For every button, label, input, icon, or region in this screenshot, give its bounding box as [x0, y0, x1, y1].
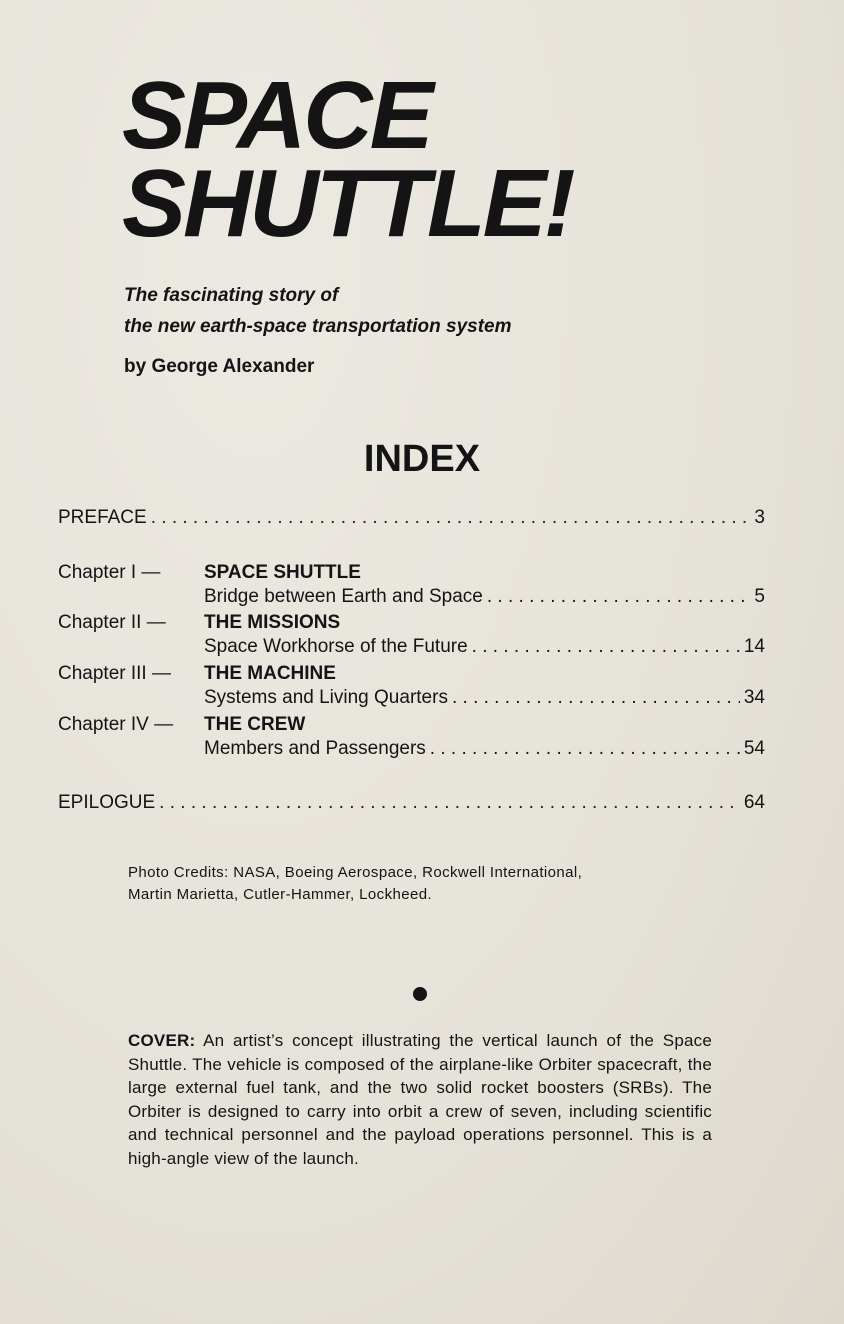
chapter-2-subtitle: Space Workhorse of the Future — [204, 636, 468, 657]
chapter-1-page: 5 — [754, 586, 765, 607]
dot-leader — [151, 507, 751, 529]
book-subtitle — [124, 280, 512, 342]
dot-leader — [487, 586, 751, 608]
photo-credits-line-2: Martin Marietta, Cutler-Hammer, Lockheed. — [128, 886, 432, 903]
subtitle-line-2: the new earth-space transportation system — [124, 316, 512, 337]
chapter-3-entry — [204, 687, 765, 709]
chapter-4-entry — [204, 738, 765, 760]
chapter-3-name: THE MACHINE — [204, 663, 336, 684]
photo-credits-line-1: Photo Credits: NASA, Boeing Aerospace, Rockwell International, — [128, 864, 583, 881]
dot-leader — [159, 792, 740, 814]
chapter-3-page: 34 — [743, 687, 765, 708]
author-byline: by George Alexander — [124, 356, 315, 377]
chapter-4-subtitle: Members and Passengers — [204, 738, 426, 759]
chapter-4-page: 54 — [743, 738, 765, 759]
chapter-3-label: Chapter III — — [58, 663, 171, 684]
chapter-1-label: Chapter I — — [58, 562, 161, 583]
dot-leader — [472, 636, 740, 658]
chapter-2-label: Chapter II — — [58, 612, 166, 633]
dot-leader — [430, 738, 740, 760]
photo-credits — [128, 862, 708, 906]
chapter-3-subtitle: Systems and Living Quarters — [204, 687, 448, 708]
toc-page-number: 64 — [743, 792, 765, 813]
book-title — [122, 62, 573, 257]
toc-entry-label: EPILOGUE — [58, 792, 156, 813]
chapter-1-subtitle: Bridge between Earth and Space — [204, 586, 483, 607]
chapter-4-name: THE CREW — [204, 714, 306, 735]
subtitle-line-1: The fascinating story of — [124, 285, 339, 306]
chapter-2-name: THE MISSIONS — [204, 612, 341, 633]
cover-text: An artist’s concept illustrating the vertical launch of the Space Shuttle. The vehicle is composed of the airplane-like Orbiter spacecraft, the large external fuel tank, and the two solid rocket boosters (SRBs). The Orbiter is designed to carry into orbit a crew of seven, including scientific and technical personnel and the payload operations personnel. This is a high-angle view of the launch. — [128, 1031, 712, 1168]
chapter-1-name: SPACE SHUTTLE — [204, 562, 361, 583]
toc-entry-label: PREFACE — [58, 507, 147, 528]
index-heading: INDEX — [363, 438, 481, 480]
book-title-line-2: SHUTTLE! — [122, 150, 573, 257]
chapter-2-entry — [204, 636, 765, 658]
dot-leader — [452, 687, 740, 709]
bullet-separator — [413, 987, 427, 1001]
cover-description — [128, 1029, 712, 1170]
toc-entry-preface — [58, 507, 765, 529]
chapter-1-entry — [204, 586, 765, 608]
book-title-line-1: SPACE — [122, 62, 431, 169]
cover-label: COVER: — [128, 1031, 196, 1050]
chapter-2-page: 14 — [743, 636, 765, 657]
toc-entry-epilogue — [58, 792, 765, 814]
chapter-4-label: Chapter IV — — [58, 714, 174, 735]
toc-page-number: 3 — [754, 507, 765, 528]
